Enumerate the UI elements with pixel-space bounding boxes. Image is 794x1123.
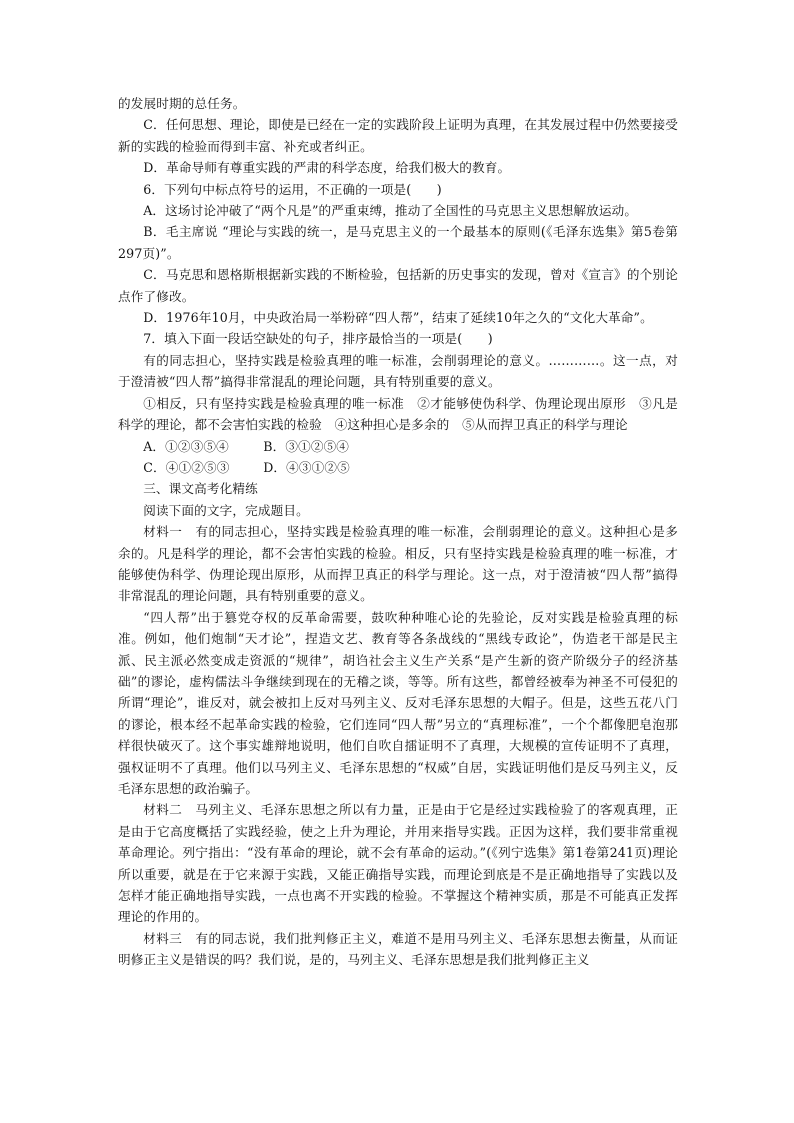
q7-options-row-2 xyxy=(118,457,678,478)
material-2: 材料二 马列主义、毛泽东思想之所以有力量，正是由于它是经过实践检验了的客观真理，正是由于它高度概括了实践经验，使之上升为理论，并用来指导实践。正因为这样，我们要非常重视革命理论。列宁指出：“没有革命的理论，就不会有革命的运动。”(《列宁选集》第1卷第241页)理论所以重要，就是在于它来源于实践，又能正确指导实践，而理论到底是不是正确地指导了实践以及怎样才能正确地指导实践，一点也离不开实践的检验。不掌握这个精神实质，那是不可能真正发挥理论的作用的。 xyxy=(118,802,678,925)
option-d: D．革命导师有尊重实践的严肃的科学态度，给我们极大的教育。 xyxy=(143,160,511,176)
section-heading: 三、课文高考化精练 xyxy=(143,481,258,497)
q7-option-a: A．①②③⑤④ xyxy=(143,438,229,454)
material-1: 材料一 有的同志担心，坚持实践是检验真理的唯一标准，会削弱理论的意义。这种担心是多余的。凡是科学的理论，都不会害怕实践的检验。相反，只有坚持实践是检验真理的唯一标准，才能够使伪科学、伪理论现出原形，从而捍卫真正的科学与理论。这一点，对于澄清被“四人帮”搞得非常混乱的理论问题，具有特别重要的意义。 xyxy=(118,524,678,604)
material-1-cont: “四人帮”出于篡党夺权的反革命需要，鼓吹种种唯心论的先验论，反对实践是检验真理的标准。例如，他们炮制“天才论”，捏造文艺、教育等各条战线的“黑线专政论”，伪造老干部是民主派、民主派必然变成走资派的“规律”，胡诌社会主义生产关系“是产生新的资产阶级分子的经济基础”的谬论，虚构儒法斗争继续到现在的无稽之谈，等等。所有这些，都曾经被奉为神圣不可侵犯的所谓“理论”，谁反对，就会被扣上反对马列主义、反对毛泽东思想的大帽子。但是，这些五花八门的谬论，根本经不起革命实践的检验，它们连同“四人帮”另立的“真理标准”，一个个都像肥皂泡那样很快破灭了。这个事实雄辩地说明，他们自吹自擂证明不了真理，大规模的宣传证明不了真理，强权证明不了真理。他们以马列主义、毛泽东思想的“权威”自居，实践证明他们是反马列主义，反毛泽东思想的政治骗子。 xyxy=(118,609,678,796)
document-body xyxy=(118,93,678,971)
paragraph: 的发展时期的总任务。 xyxy=(118,96,246,111)
option-c: C．任何思想、理论，即使是已经在一定的实践阶段上证明为真理，在其发展过程中仍然要接受新的实践的检验而得到丰富、补充或者纠正。 xyxy=(118,117,678,154)
q7-option-d: D．④③①②⑤ xyxy=(263,459,350,475)
q7-option-c: C．④①②⑤③ xyxy=(143,459,230,475)
instruction: 阅读下面的文字，完成题目。 xyxy=(143,502,309,518)
q7-passage: 有的同志担心，坚持实践是检验真理的唯一标准，会削弱理论的意义。…………。这一点，对于澄清被“四人帮”搞得非常混乱的理论问题，具有特别重要的意义。 xyxy=(118,352,678,390)
material-3: 材料三 有的同志说，我们批判修正主义，难道不是用马列主义、毛泽东思想去衡量，从而证明修正主义是错误的吗？我们说，是的，马列主义、毛泽东思想是我们批判修正主义 xyxy=(118,930,678,968)
q7-options-row-1 xyxy=(118,436,678,457)
question-7: 7．填入下面一段话空缺处的句子，排序最恰当的一项是( ) xyxy=(143,331,493,347)
q6-option-c: C．马克思和恩格斯根据新实践的不断检验，包括新的历史事实的发现，曾对《宣言》的个别论点作了修改。 xyxy=(118,267,678,304)
q6-option-d: D．1976年10月，中央政治局一举粉碎“四人帮”，结束了延续10年之久的“文化大革命”。 xyxy=(143,310,653,326)
q7-option-b: B．③①②⑤④ xyxy=(263,438,350,454)
q6-option-b: B．毛主席说 “理论与实践的统一，是马克思主义的一个最基本的原则(《毛泽东选集》第5卷第297页)”。 xyxy=(118,224,678,261)
q6-option-a: A．这场讨论冲破了“两个凡是”的严重束缚，推动了全国性的马克思主义思想解放运动。 xyxy=(143,203,638,219)
question-6: 6．下列句中标点符号的运用，不正确的一项是( ) xyxy=(143,181,442,197)
q7-sentences: ①相反，只有坚持实践是检验真理的唯一标准 ②才能够使伪科学、伪理论现出原形 ③凡是科学的理论，都不会害怕实践的检验 ④这种担心是多余的 ⑤从而捍卫真正的科学与理论 xyxy=(118,395,678,433)
